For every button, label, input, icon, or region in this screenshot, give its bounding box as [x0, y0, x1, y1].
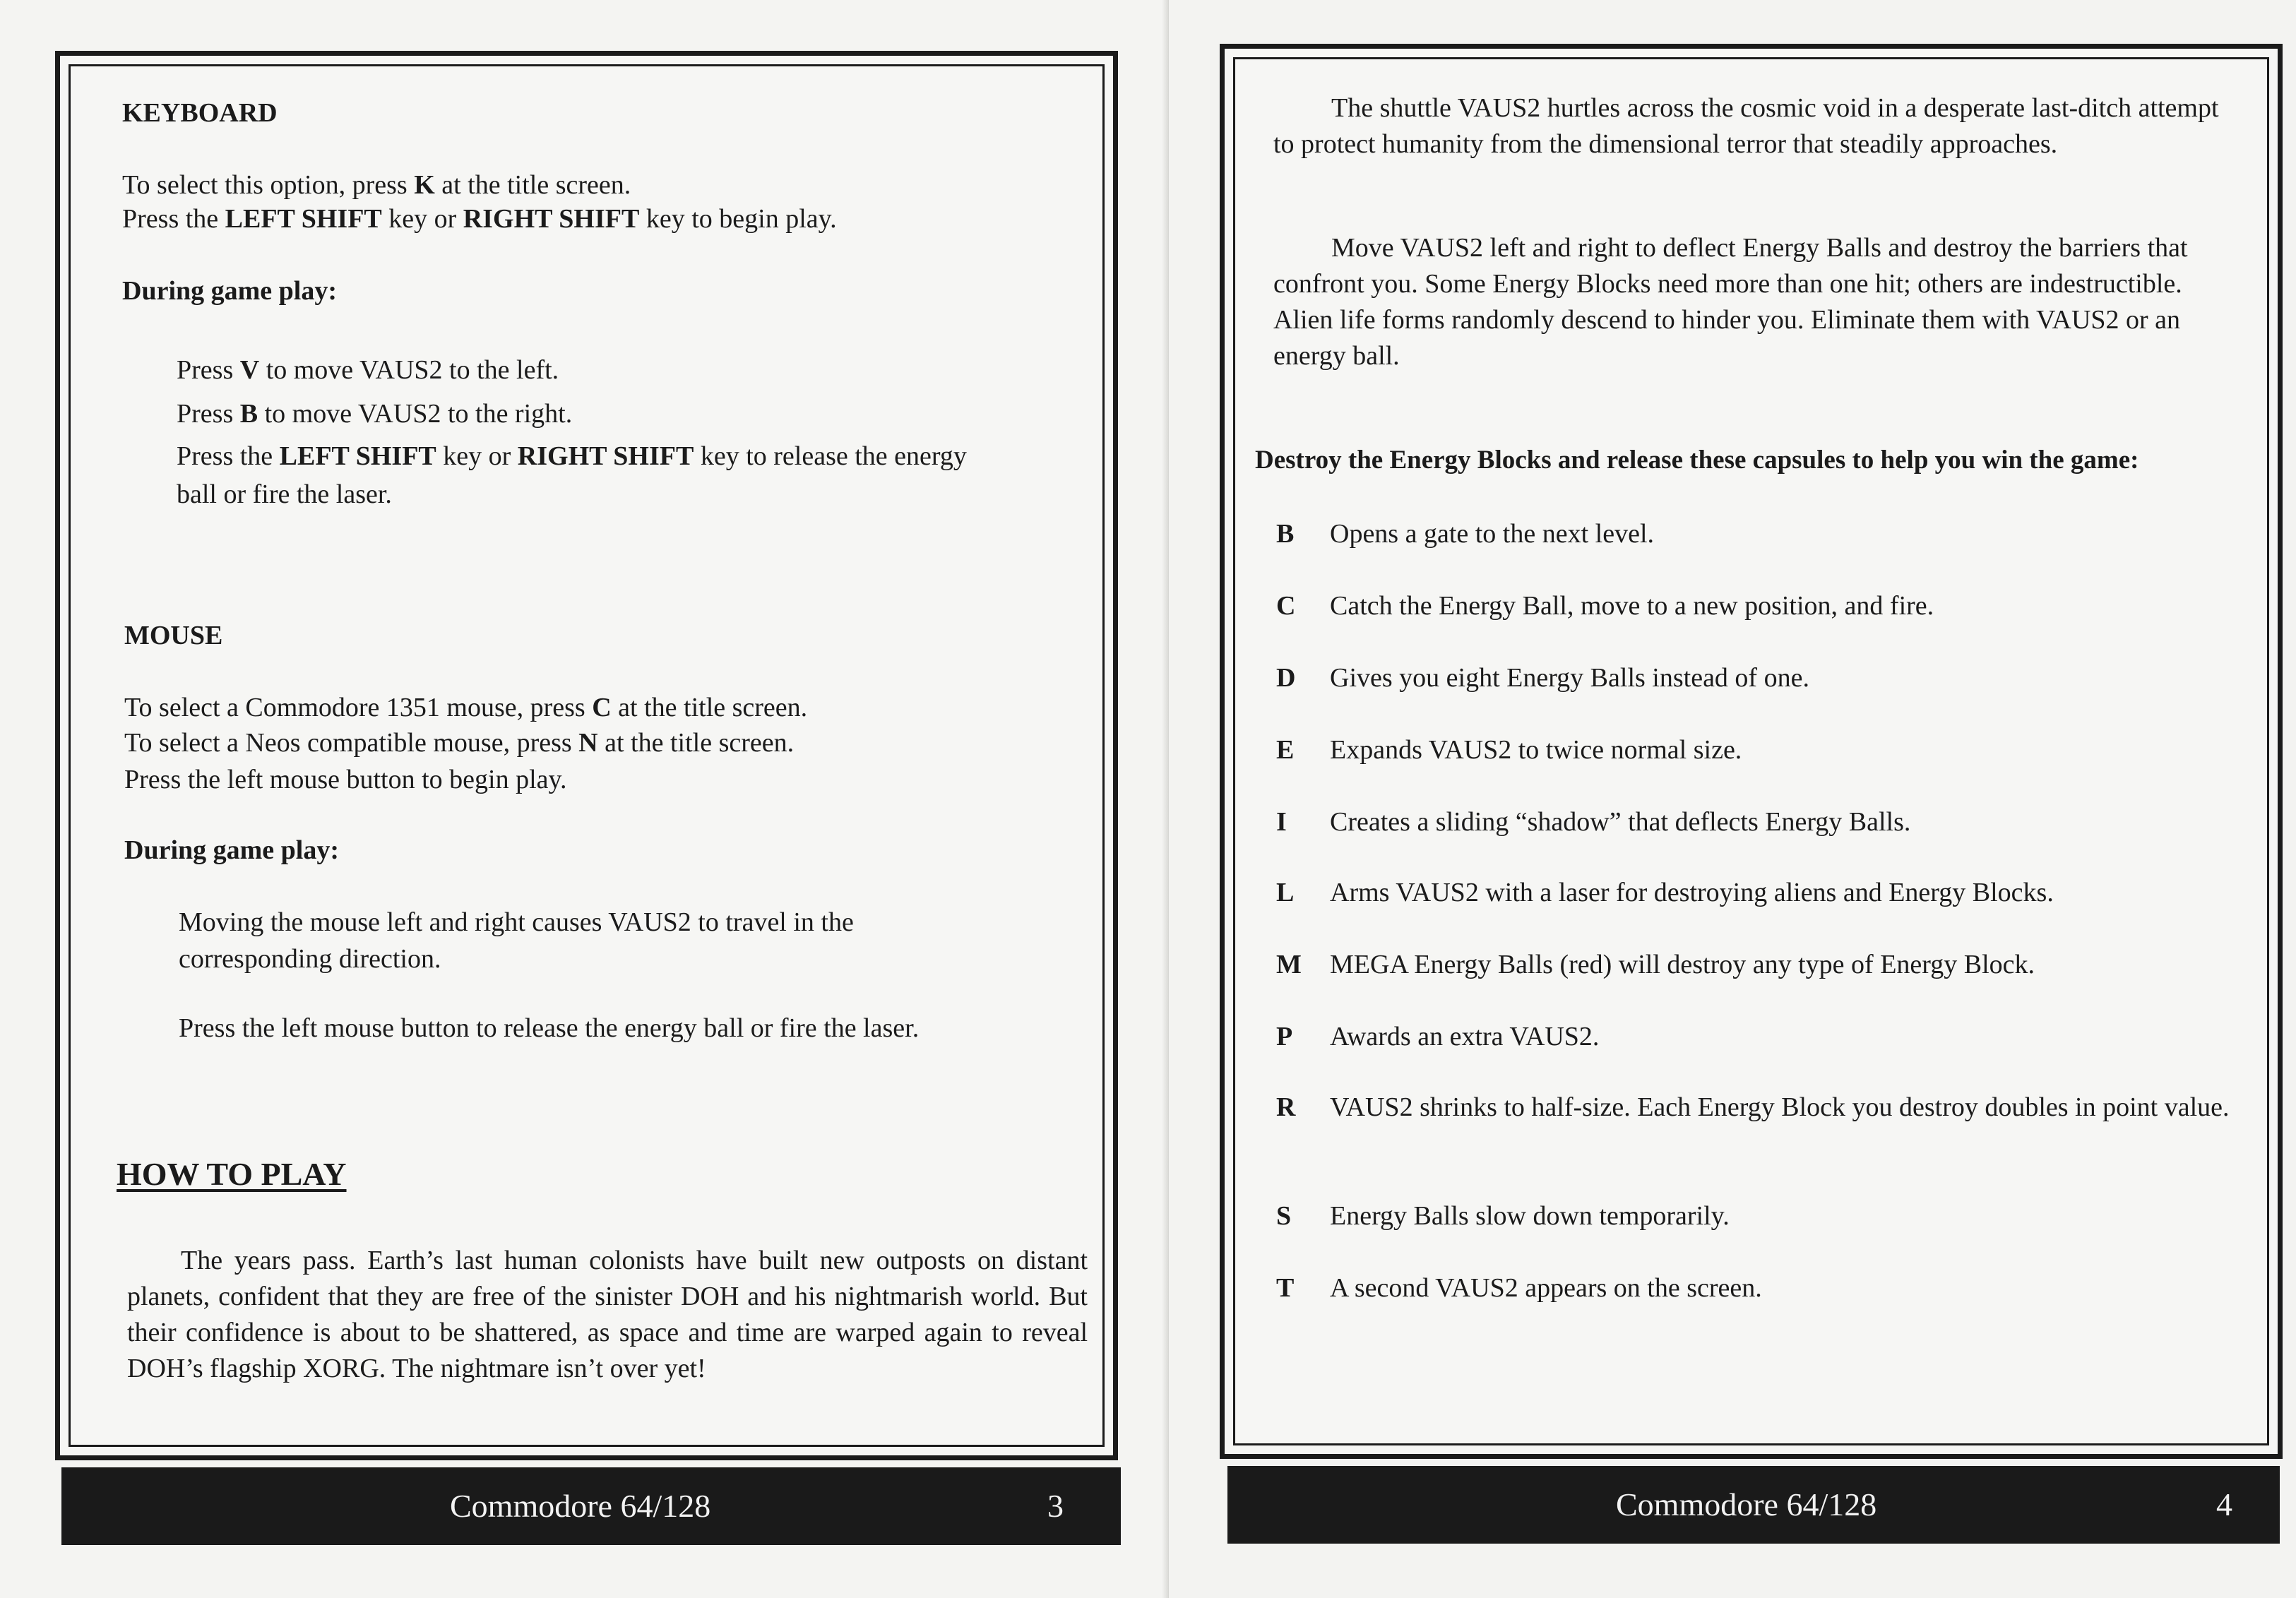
- capsule-description: VAUS2 shrinks to half-size. Each Energy Block you destroy doubles in point value.: [1330, 1092, 2230, 1122]
- capsule-letter: L: [1276, 878, 1295, 907]
- footer-title: Commodore 64/128: [450, 1488, 711, 1524]
- capsule-letter: P: [1276, 1022, 1293, 1051]
- capsule-description: Arms VAUS2 with a laser for destroying aliens and Energy Blocks.: [1330, 878, 2054, 907]
- right-page-footer: [1227, 1466, 2280, 1544]
- keyboard-release-line: Press the LEFT SHIFT key or RIGHT SHIFT key to release the energy: [177, 441, 967, 471]
- capsule-letter: S: [1276, 1201, 1292, 1231]
- footer-title: Commodore 64/128: [1616, 1486, 1877, 1522]
- mouse-commodore-line: To select a Commodore 1351 mouse, press C at the title screen.: [124, 693, 808, 722]
- intro-paragraph-2: Move VAUS2 left and right to deflect Energy Balls and destroy the barriers that confront you. Some Energy Blocks need more than one hit; others are indestructible. Alien life forms randomly descend to hinder you. Eliminate them with VAUS2 or an energy ball.: [1273, 233, 2188, 371]
- keyboard-b-line: Press B to move VAUS2 to the right.: [177, 399, 573, 429]
- capsule-description: Gives you eight Energy Balls instead of one.: [1330, 663, 1809, 693]
- keyboard-begin-line: Press the LEFT SHIFT key or RIGHT SHIFT key to begin play.: [122, 204, 837, 234]
- capsule-description: MEGA Energy Balls (red) will destroy any type of Energy Block.: [1330, 950, 2035, 979]
- left-page-footer: [61, 1467, 1121, 1545]
- mouse-begin-line: Press the left mouse button to begin play.: [124, 765, 567, 794]
- keyboard-during-heading: During game play:: [122, 276, 337, 306]
- capsule-description: Opens a gate to the next level.: [1330, 519, 1655, 549]
- capsule-description: Awards an extra VAUS2.: [1330, 1022, 1600, 1051]
- capsule-letter: D: [1276, 663, 1296, 693]
- capsule-letter: R: [1276, 1092, 1296, 1122]
- capsule-description: Creates a sliding “shadow” that deflects Energy Balls.: [1330, 807, 1911, 837]
- how-to-play-heading: HOW TO PLAY: [117, 1156, 347, 1192]
- capsules-heading: Destroy the Energy Blocks and release these capsules to help you win the game:: [1255, 446, 2139, 475]
- mouse-move-line-2: corresponding direction.: [179, 944, 441, 974]
- capsule-letter: T: [1276, 1273, 1295, 1303]
- keyboard-v-line: Press V to move VAUS2 to the left.: [177, 355, 559, 385]
- how-to-play-paragraph: The years pass. Earth’s last human colonists have built new outposts on distant planets, confident that they are free of the sinister DOH and his nightmarish world. But their confidence is about to be shattered, as space and time are warped again to reveal DOH’s flagship XORG. The nightmare isn’t over yet!: [127, 1246, 1088, 1383]
- mouse-press-line: Press the left mouse button to release the energy ball or fire the laser.: [179, 1013, 920, 1043]
- right-page: [1169, 0, 2296, 1598]
- capsule-description: A second VAUS2 appears on the screen.: [1330, 1273, 1762, 1303]
- capsule-letter: I: [1276, 807, 1287, 837]
- capsule-letter: B: [1276, 519, 1295, 549]
- keyboard-release-line-2: ball or fire the laser.: [177, 479, 392, 509]
- keyboard-heading: KEYBOARD: [122, 98, 278, 128]
- capsule-letter: C: [1276, 591, 1296, 621]
- keyboard-select-line: To select this option, press K at the title screen.: [122, 170, 631, 200]
- mouse-neos-line: To select a Neos compatible mouse, press N at the title screen.: [124, 728, 795, 758]
- mouse-during-heading: During game play:: [124, 835, 339, 865]
- capsule-letter: E: [1276, 735, 1295, 765]
- intro-paragraph-1: The shuttle VAUS2 hurtles across the cosmic void in a desperate last-ditch attempt to protect humanity from the dimensional terror that steadily approaches.: [1273, 93, 2219, 159]
- page-number: 3: [1047, 1488, 1064, 1524]
- capsule-description: Energy Balls slow down temporarily.: [1330, 1201, 1730, 1231]
- capsule-description: Catch the Energy Ball, move to a new position, and fire.: [1330, 591, 1934, 621]
- capsule-description: Expands VAUS2 to twice normal size.: [1330, 735, 1742, 765]
- mouse-move-line-1: Moving the mouse left and right causes VAUS2 to travel in the: [179, 907, 854, 937]
- mouse-heading: MOUSE: [124, 621, 223, 650]
- page-number: 4: [2216, 1486, 2232, 1522]
- capsule-letter: M: [1276, 950, 1302, 979]
